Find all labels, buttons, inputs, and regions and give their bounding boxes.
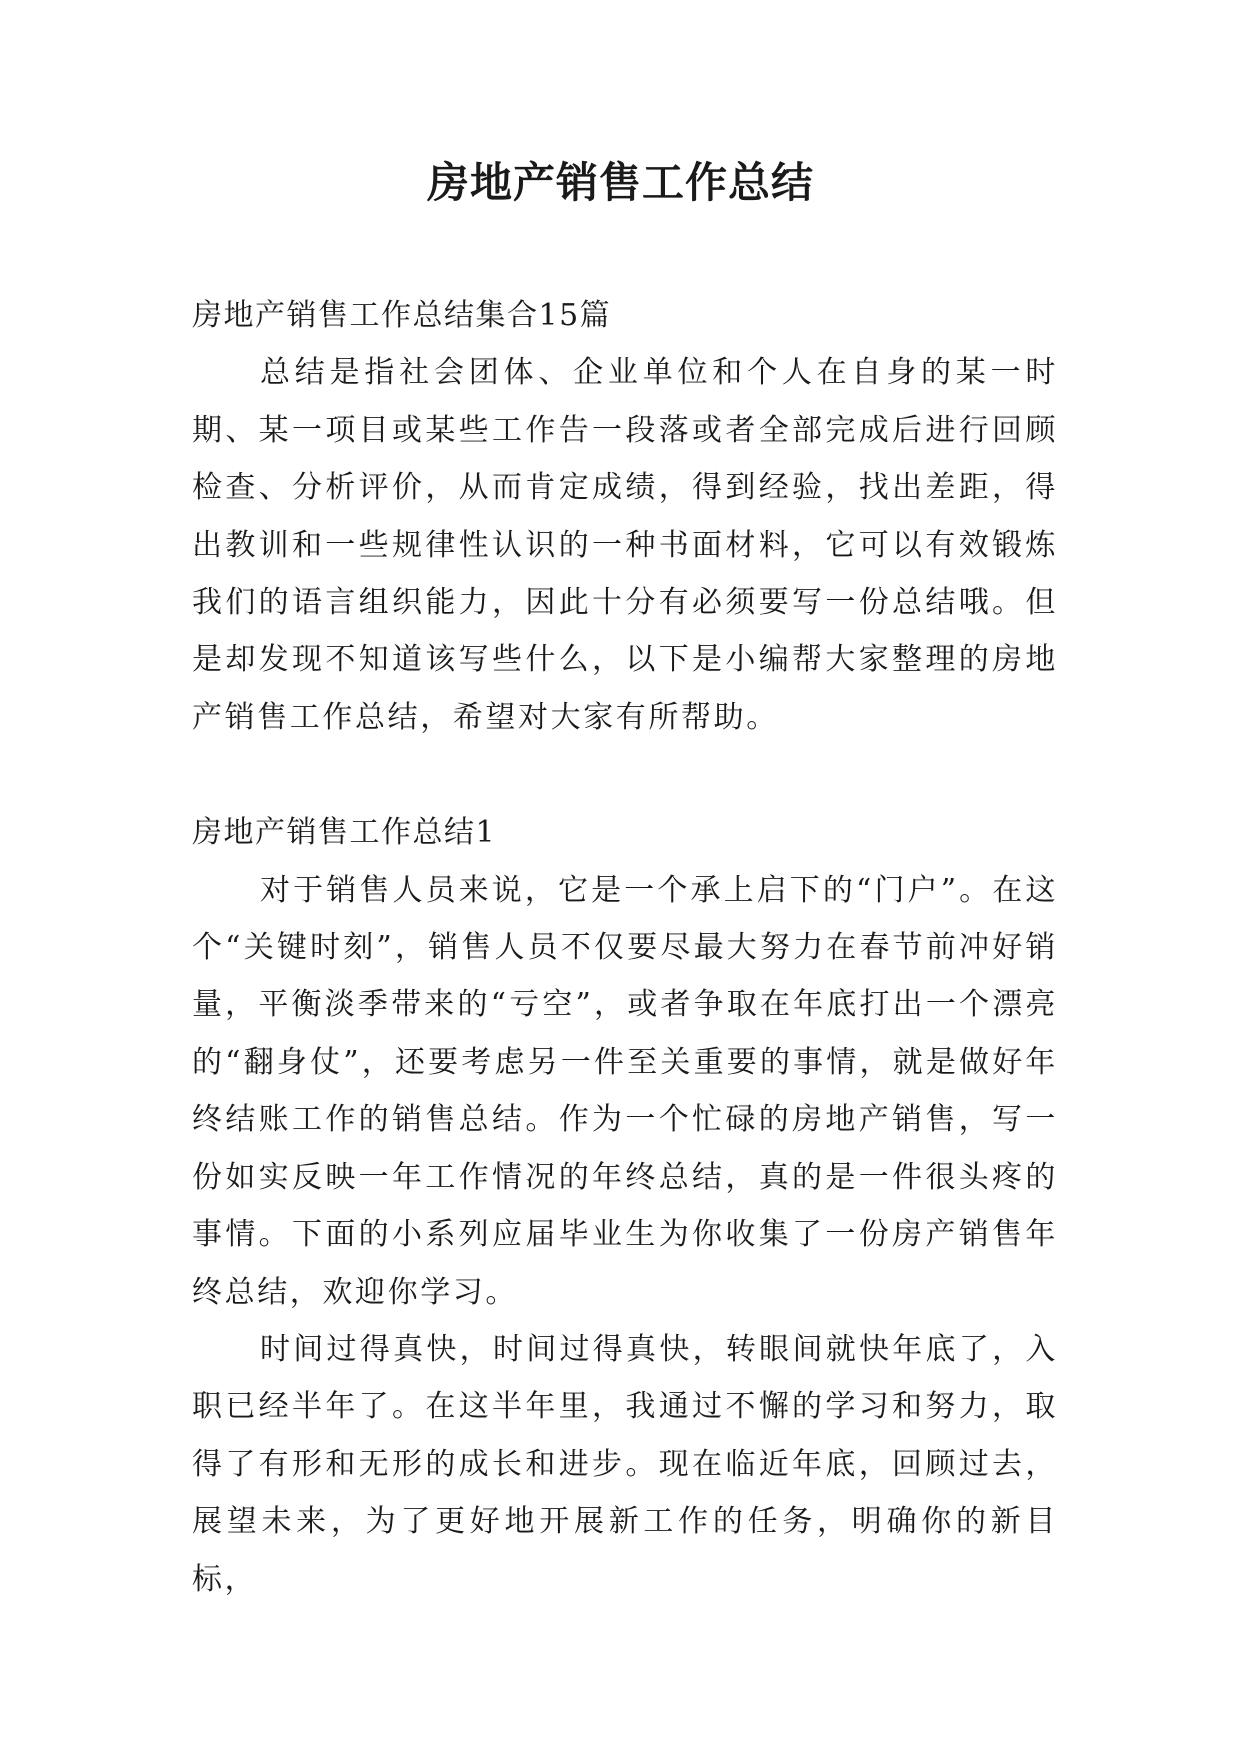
section-heading: 房地产销售工作总结1 — [192, 815, 497, 851]
document-subtitle: 房地产销售工作总结集合15篇 — [192, 298, 612, 333]
document-title: 房地产销售工作总结 — [426, 158, 814, 207]
section-paragraph: 对于销售人员来说，它是一个承上启下的“门户”。在这个“关键时刻”，销售人员不仅要尽最大努力在春节前冲好销量，平衡淡季带来的“亏空”，或者争取在年底打出一个漂亮的“翻身仗”，还要考虑另一件至关重要的事情，就是做好年终结账工作的销售总结。作为一个忙碌的房地产销售，写一份如实反映一年工作情况的年终总结，真的是一件很头疼的事情。下面的小系列应届毕业生为你收集了一份房产销售年终总结，欢迎你学习。 — [192, 872, 1058, 1310]
section-spacer — [192, 746, 1058, 804]
section-paragraph: 时间过得真快，时间过得真快，转眼间就快年底了，入职已经半年了。在这半年里，我通过不懈的学习和努力，取得了有形和无形的成长和进步。现在临近年底，回顾过去，展望未来，为了更好地开展新工作的任务，明确你的新目标， — [192, 1331, 1058, 1597]
intro-paragraph: 总结是指社会团体、企业单位和个人在自身的某一时期、某一项目或某些工作告一段落或者全部完成后进行回顾检查、分析评价，从而肯定成绩，得到经验，找出差距，得出教训和一些规律性认识的一种书面材料，它可以有效锻炼我们的语言组织能力，因此十分有必须要写一份总结哦。但是却发现不知道该写些什么，以下是小编帮大家整理的房地产销售工作总结，希望对大家有所帮助。 — [192, 355, 1058, 735]
document-body — [192, 287, 1058, 1608]
